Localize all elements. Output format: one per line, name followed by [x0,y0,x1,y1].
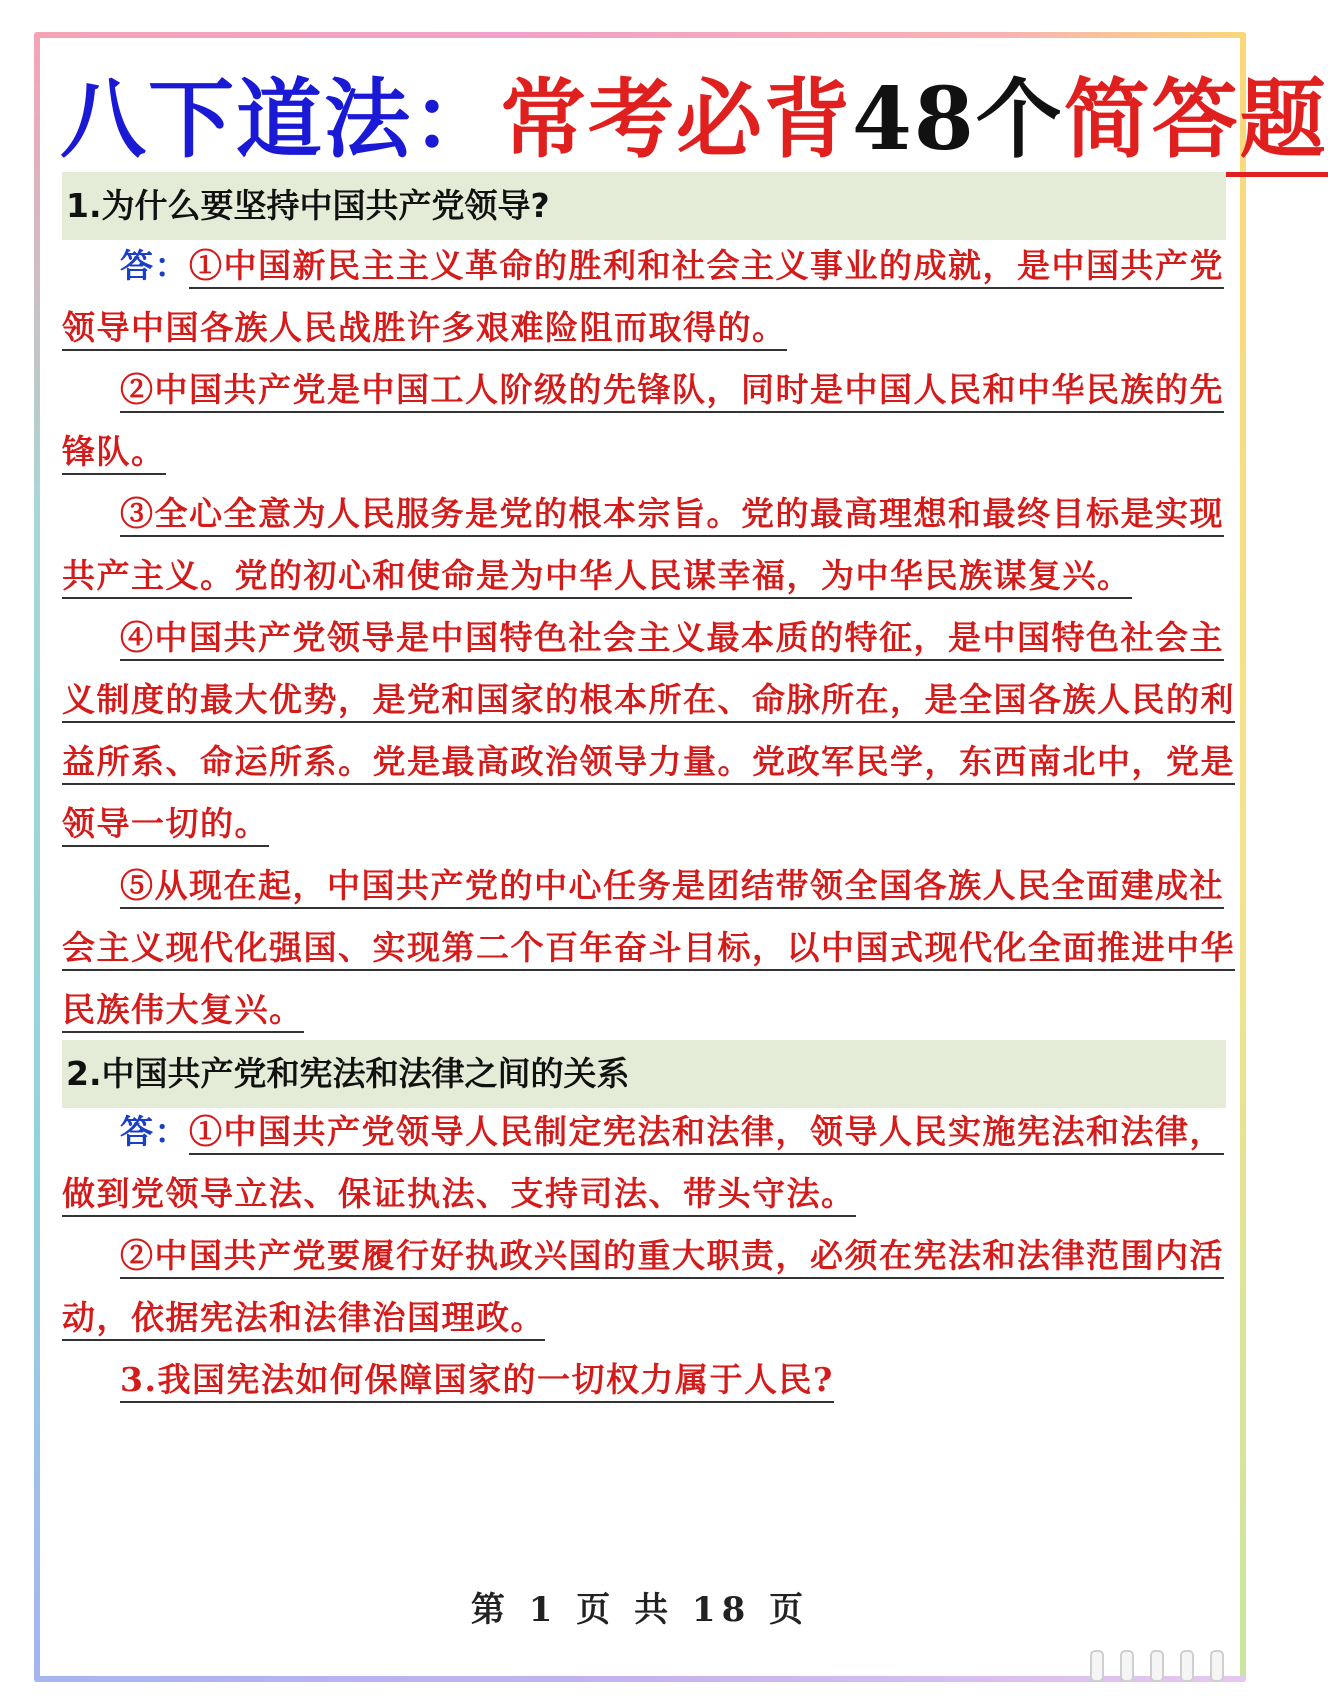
answer-text: ①中国共产党领导人民制定宪法和法律，领导人民实施宪法和法律， [189,1112,1224,1155]
title-subject: 八下道法： [60,69,500,170]
frame-left-border [34,32,40,1682]
title-count: 48 [852,69,976,170]
answer-line [62,306,787,354]
answer-text: 动，依据宪法和法律治国理政。 [62,1298,545,1341]
answer-line [62,1172,856,1220]
answer-text: 领导一切的。 [62,804,269,847]
answer-line [62,740,1235,788]
answer-label: 答： [120,246,189,285]
answer-text: ⑤从现在起，中国共产党的中心任务是团结带领全国各族人民全面建成社 [120,866,1224,909]
answer-text: ②中国共产党要履行好执政兴国的重大职责，必须在宪法和法律范围内活 [120,1236,1224,1279]
decorative-bar [1180,1650,1194,1682]
answer-line [120,244,1224,292]
question-1-heading: 1.为什么要坚持中国共产党领导? [62,172,1226,240]
answer-line [120,492,1224,540]
decorative-bars [1050,1650,1250,1680]
answer-line [120,616,1224,664]
answer-text: 会主义现代化强国、实现第二个百年奋斗目标，以中国式现代化全面推进中华 [62,928,1235,971]
frame-right-border [1240,32,1246,1682]
answer-text: 做到党领导立法、保证执法、支持司法、带头守法。 [62,1174,856,1217]
answer-line [62,678,1235,726]
answer-text: ②中国共产党是中国工人阶级的先锋队，同时是中国人民和中华民族的先 [120,370,1224,413]
answer-text: 领导中国各族人民战胜许多艰难险阻而取得的。 [62,308,787,351]
answer-line [120,368,1224,416]
answer-line [120,864,1224,912]
title-type: 简答题 [1064,69,1328,177]
frame-top-border [34,32,1246,38]
answer-text: 共产主义。党的初心和使命是为中华人民谋幸福，为中华民族谋复兴。 [62,556,1132,599]
title-measure-word: 个 [975,69,1064,170]
decorative-bar [1120,1650,1134,1682]
answer-text: ①中国新民主主义革命的胜利和社会主义事业的成就，是中国共产党 [189,246,1224,289]
answer-line [62,988,304,1036]
answer-line [62,554,1132,602]
answer-line [62,430,166,478]
page-number: 第 1 页 共 18 页 [470,1590,810,1630]
answer-line [62,926,1235,974]
answer-text: 益所系、命运所系。党是最高政治领导力量。党政军民学，东西南北中，党是 [62,742,1235,785]
answer-line [120,1234,1224,1282]
page-title [60,60,1328,180]
question-2-heading: 2.中国共产党和宪法和法律之间的关系 [62,1040,1226,1108]
answer-text: 锋队。 [62,432,166,475]
decorative-bar [1150,1650,1164,1682]
decorative-bar [1090,1650,1104,1682]
title-emphasis: 常考必背 [500,69,852,170]
question-3-heading [120,1358,834,1406]
answer-line [62,802,269,850]
question-3-text: 3.我国宪法如何保障国家的一切权力属于人民? [120,1360,834,1403]
answer-line [62,1296,545,1344]
answer-text: 义制度的最大优势，是党和国家的根本所在、命脉所在，是全国各族人民的利 [62,680,1235,723]
answer-text: 民族伟大复兴。 [62,990,304,1033]
decorative-bar [1210,1650,1224,1682]
answer-text: ③全心全意为人民服务是党的根本宗旨。党的最高理想和最终目标是实现 [120,494,1224,537]
answer-text: ④中国共产党领导是中国特色社会主义最本质的特征，是中国特色社会主 [120,618,1224,661]
answer-line [120,1110,1224,1158]
answer-label: 答： [120,1112,189,1151]
